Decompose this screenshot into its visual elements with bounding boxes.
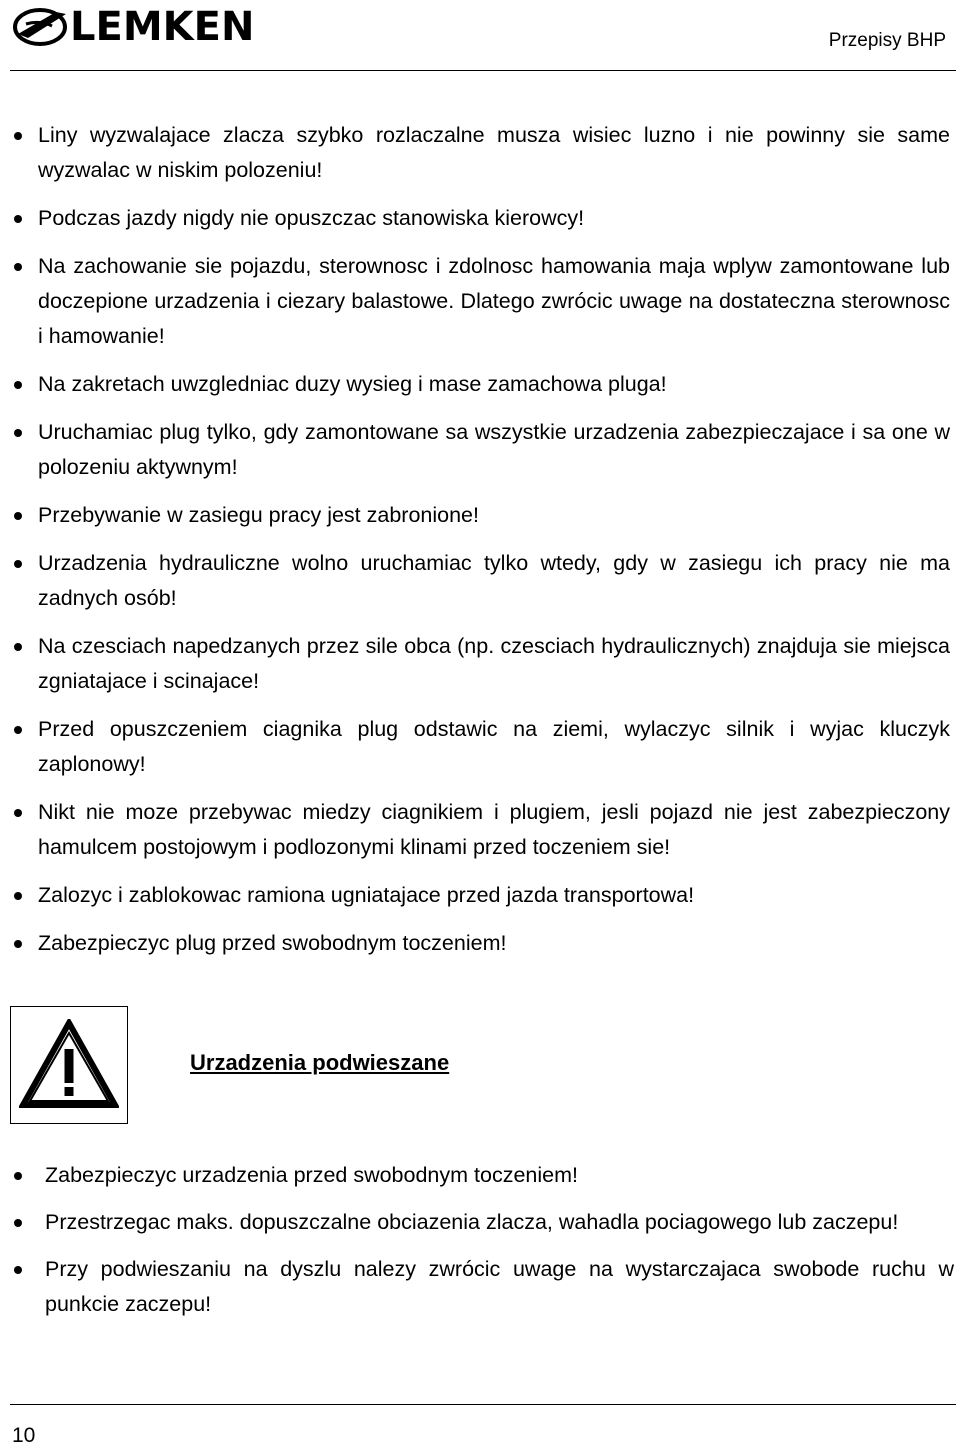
list-item: Uruchamiac plug tylko, gdy zamontowane sa wszystkie urzadzenia zabezpieczajace i sa one w polozeniu aktywnym! bbox=[10, 415, 950, 485]
lemken-emblem-icon bbox=[12, 4, 72, 50]
page-number: 10 bbox=[12, 1424, 36, 1447]
list-item: Zalozyc i zablokowac ramiona ugniatajace przed jazda transportowa! bbox=[10, 878, 950, 913]
brand-name: LEMKEN bbox=[70, 4, 255, 50]
brand-logo bbox=[12, 2, 254, 52]
list-item: Nikt nie moze przebywac miedzy ciagnikiem i plugiem, jesli pojazd nie jest zabezpieczony hamulcem postojowym i podlozonymi klinami przed toczeniem sie! bbox=[10, 795, 950, 865]
safety-rules-list bbox=[10, 118, 950, 974]
list-item: Liny wyzwalajace zlacza szybko rozlaczalne musza wisiec luzno i nie powinny sie same wyzwalac w niskim polozeniu! bbox=[10, 118, 950, 188]
list-item: Na zachowanie sie pojazdu, sterownosc i zdolnosc hamowania maja wplyw zamontowane lub doczepione urzadzenia i ciezary balastowe. Dlatego zwrócic uwage na dostateczna sterownosc i hamowanie! bbox=[10, 249, 950, 354]
list-item: Urzadzenia hydrauliczne wolno uruchamiac tylko wtedy, gdy w zasiegu ich pracy nie ma zadnych osób! bbox=[10, 546, 950, 616]
warning-triangle-icon bbox=[19, 1019, 119, 1111]
list-item: Zabezpieczyc urzadzenia przed swobodnym toczeniem! bbox=[10, 1158, 954, 1193]
header-divider bbox=[10, 70, 956, 71]
section-heading: Urzadzenia podwieszane bbox=[190, 1050, 450, 1075]
list-item: Przebywanie w zasiegu pracy jest zabronione! bbox=[10, 498, 950, 533]
list-item: Przy podwieszaniu na dyszlu nalezy zwrócic uwage na wystarczajaca swobode ruchu w punkcie zaczepu! bbox=[10, 1252, 954, 1322]
list-item: Na czesciach napedzanych przez sile obca (np. czesciach hydraulicznych) znajduja sie miejsca zgniatajace i scinajace! bbox=[10, 629, 950, 699]
warning-box bbox=[10, 1006, 128, 1124]
footer-divider bbox=[10, 1404, 956, 1405]
list-item: Zabezpieczyc plug przed swobodnym toczeniem! bbox=[10, 926, 950, 961]
mounted-implements-list bbox=[10, 1158, 954, 1334]
list-item: Przestrzegac maks. dopuszczalne obciazenia zlacza, wahadla pociagowego lub zaczepu! bbox=[10, 1205, 954, 1240]
list-item: Podczas jazdy nigdy nie opuszczac stanowiska kierowcy! bbox=[10, 201, 950, 236]
section-title: Przepisy BHP bbox=[828, 30, 946, 51]
list-item: Przed opuszczeniem ciagnika plug odstawic na ziemi, wylaczyc silnik i wyjac kluczyk zaplonowy! bbox=[10, 712, 950, 782]
list-item: Na zakretach uwzgledniac duzy wysieg i mase zamachowa pluga! bbox=[10, 367, 950, 402]
